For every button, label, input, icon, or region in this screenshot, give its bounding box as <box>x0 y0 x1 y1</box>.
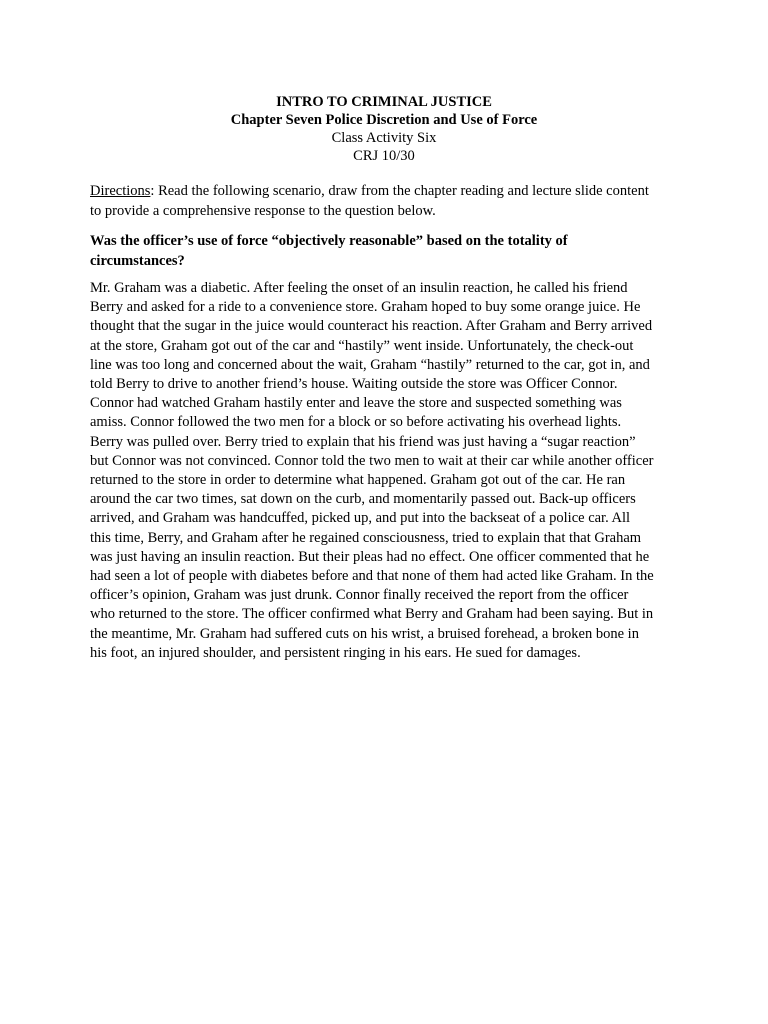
question-line: Was the officer’s use of force “objectively reasonable” based on the totality of <box>90 233 568 249</box>
scenario-line: line was too long and concerned about the wait, Graham “hastily” returned to the car, got in, and <box>90 356 650 373</box>
course-title: INTRO TO CRIMINAL JUSTICE <box>276 94 492 110</box>
question-line: circumstances? <box>90 253 185 269</box>
directions-text: Read the following scenario, draw from the chapter reading and lecture slide content <box>154 183 649 199</box>
directions-line <box>90 182 682 202</box>
scenario-line: told Berry to drive to another friend’s house. Waiting outside the store was Officer Connor. <box>90 376 618 393</box>
question-heading <box>90 231 682 271</box>
scenario-line: returned to the store in order to determine what happened. Graham got out of the car. He ran <box>90 472 626 489</box>
scenario-paragraph <box>90 279 682 663</box>
directions-separator: : <box>150 183 155 199</box>
activity-title: Class Activity Six <box>331 130 437 146</box>
scenario-line: Connor had watched Graham hastily enter and leave the store and suspected something was <box>90 395 622 412</box>
course-date: CRJ 10/30 <box>353 148 415 164</box>
directions-paragraph <box>90 182 682 221</box>
directions-label: Directions <box>90 183 151 199</box>
document-header <box>90 93 678 165</box>
scenario-line: amiss. Connor followed the two men for a block or so before activating his overhead lights. <box>90 414 622 431</box>
scenario-line: at the store, Graham got out of the car and “hastily” went inside. Unfortunately, the check-out <box>90 337 634 354</box>
scenario-line: Berry was pulled over. Berry tried to explain that his friend was just having a “sugar reaction” <box>90 433 636 450</box>
scenario-line: his foot, an injured shoulder, and persistent ringing in his ears. He sued for damages. <box>90 644 581 661</box>
scenario-line: thought that the sugar in the juice would counteract his reaction. After Graham and Berry arrived <box>90 318 653 335</box>
scenario-line: arrived, and Graham was handcuffed, picked up, and put into the backseat of a police car. All <box>90 510 631 527</box>
scenario-line: around the car two times, sat down on the curb, and momentarily passed out. Back-up officers <box>90 491 636 508</box>
scenario-line: officer’s opinion, Graham was just drunk. Connor finally received the report from the officer <box>90 587 629 604</box>
scenario-line: the meantime, Mr. Graham had suffered cuts on his wrist, a bruised forehead, a broken bone in <box>90 625 639 642</box>
chapter-title: Chapter Seven Police Discretion and Use of Force <box>230 112 538 128</box>
scenario-line: had seen a lot of people with diabetes before and that none of them had acted like Graham. In the <box>90 568 654 585</box>
scenario-line: who returned to the store. The officer confirmed what Berry and Graham had been saying. But in <box>90 606 654 623</box>
scenario-line: but Connor was not convinced. Connor told the two men to wait at their car while another officer <box>90 452 654 469</box>
scenario-line: was just having an insulin reaction. But their pleas had no effect. One officer commented that he <box>90 548 650 565</box>
scenario-line: this time, Berry, and Graham after he regained consciousness, tried to explain that that Graham <box>90 529 642 546</box>
scenario-line: Berry and asked for a ride to a convenience store. Graham hoped to buy some orange juice. He <box>90 299 641 316</box>
scenario-line: Mr. Graham was a diabetic. After feeling the onset of an insulin reaction, he called his friend <box>90 280 628 296</box>
directions-line: to provide a comprehensive response to the question below. <box>90 202 436 219</box>
